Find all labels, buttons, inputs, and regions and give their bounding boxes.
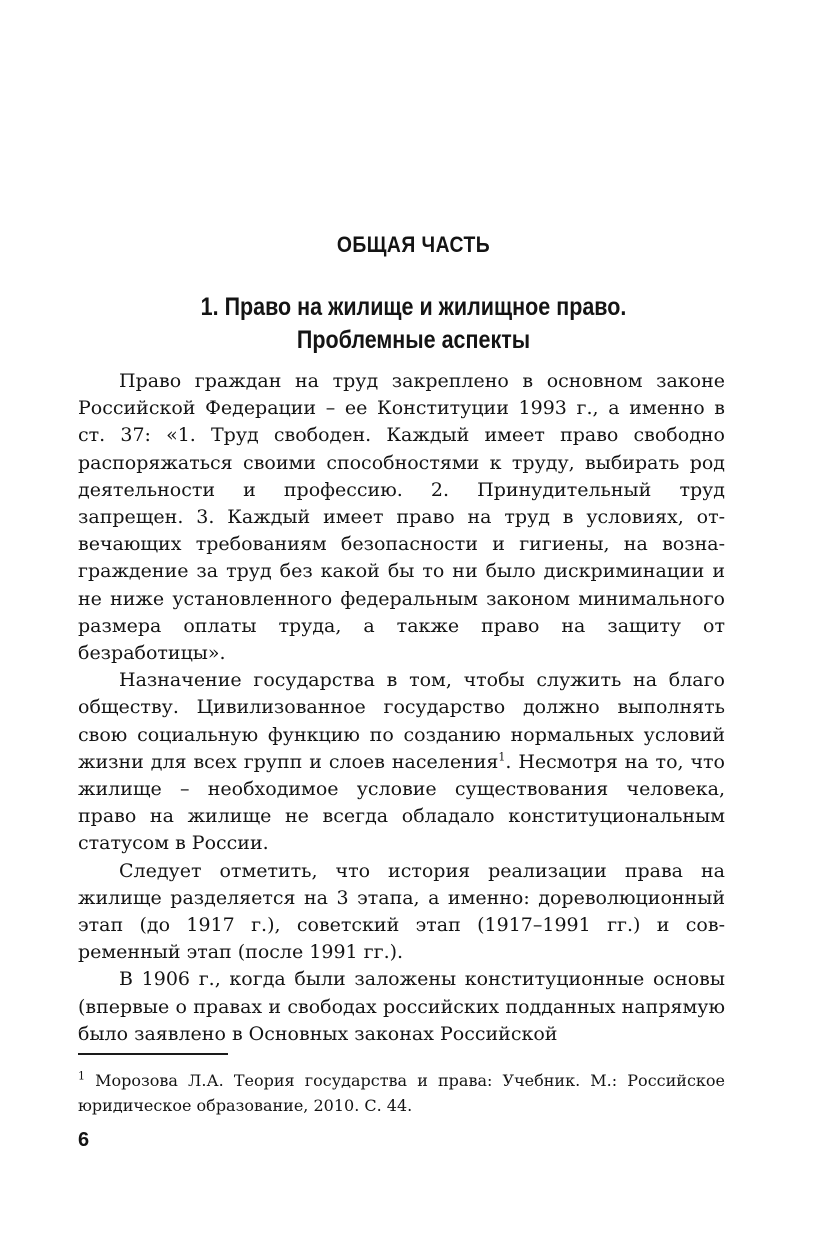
footnote-divider (78, 1053, 228, 1055)
footnote-number: 1 (78, 1069, 85, 1083)
paragraph-4: В 1906 г., когда были заложены конституционные основы (впервые о правах и свободах российских подданных напрямую было заявлено в Основных законах Российской (78, 968, 725, 1045)
paragraph-1: Право граждан на труд закреплено в основном законе Российской Федерации – ее Конституции 1993 г., а именно в ст. 37: «1. Труд свободен. Каждый имеет право свободно распоряжаться своими способностями к труду, выбирать род деятельности и профессию. 2. Принудительный труд запрещен. 3. Каждый имеет право на труд в условиях, отвечающих требованиям безопасности и гигиены, на вознаграждение за труд без какой бы то ни было дискриминации и не ниже установленного федеральным законом минимального размера оплаты труда, а также право на защиту от безработицы». (78, 370, 725, 665)
paragraph-2 (78, 667, 725, 857)
footnote-text: Морозова Л.А. Теория государства и права: Учебник. М.: Российское юридическое образование, 2010. С. 44. (78, 1071, 725, 1115)
paragraph-2-text-before: Назначение государства в том, чтобы служить на благо обществу. Цивилизованное государство должно выполнять свою социальную функцию по созданию нормальных условий жизни для всех групп и слоев населения (78, 669, 725, 773)
footnote-text-block (78, 1068, 725, 1118)
paragraph-2-text-after: . Несмотря на то, что жилище – необходимое условие существования человека, право на жилище не всегда обладало конституциональным статусом в России. (78, 750, 725, 855)
part-title: ОБЩАЯ ЧАСТЬ (336, 232, 491, 257)
chapter-title (58, 291, 769, 357)
page-number: 6 (78, 1129, 90, 1151)
body-text (78, 368, 725, 1048)
paragraph-3: Следует отметить, что история реализации права на жилище разделяется на 3 этапа, а именно: дореволюционный этап (до 1917 г.), советский этап (1917–1991 гг.) и современный этап (после 1991 гг.). (78, 859, 725, 964)
chapter-title-line-1: 1. Право на жилище и жилищное право. (200, 293, 627, 321)
footnote (78, 1068, 725, 1118)
footnote-reference: 1 (498, 750, 506, 764)
chapter-title-line-2: Проблемные аспекты (296, 326, 531, 354)
